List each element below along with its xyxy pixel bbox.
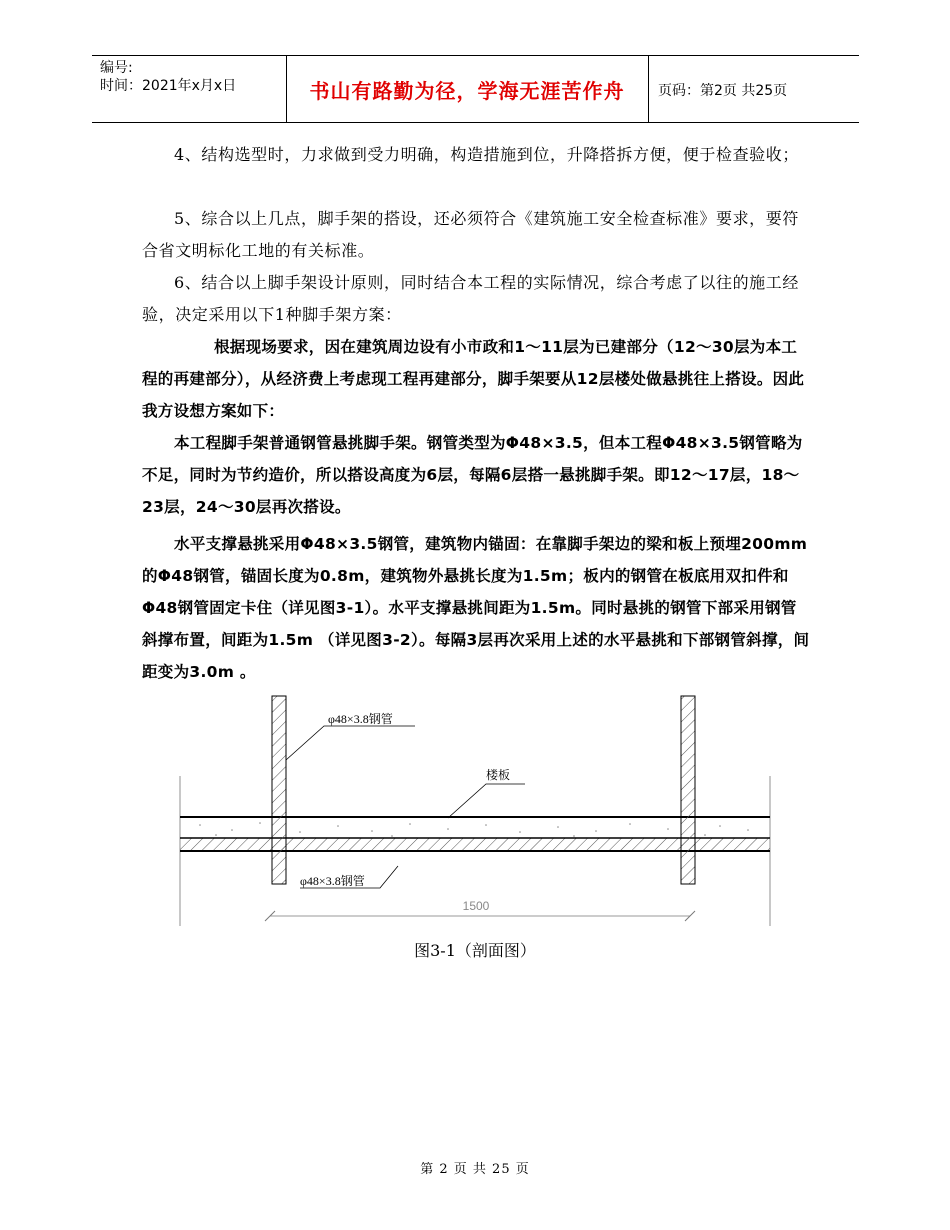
label-pipe-top: φ48×3.8钢管: [328, 712, 393, 726]
figure-caption: 图3-1（剖面图）: [414, 941, 536, 960]
document-number-label: 编号:: [100, 60, 133, 76]
header-page-info: 页码：第2页 共25页: [658, 83, 788, 99]
label-slab: 楼板: [486, 768, 511, 782]
left-steel-pipe: [272, 696, 286, 884]
header-divider: [648, 56, 649, 122]
paragraph-5: 5、综合以上几点，脚手架的搭设，还必须符合《建筑施工安全检查标准》要求，要符合省文明标化工地的有关标准。: [142, 209, 799, 260]
paragraph-horizontal-support: 水平支撑悬挑采用Φ48×3.5钢管，建筑物内锚固：在靠脚手架边的梁和板上预埋200mm的Φ48钢管，锚固长度为0.8m，建筑物外悬挑长度为1.5m；板内的钢管在板底用双扣件和Φ48钢管固定卡住（详见图3-1）。水平支撑悬挑间距为1.5m。同时悬挑的钢管下部采用钢管斜撑布置，间距为1.5m （详见图3-2）。每隔3层再次采用上述的水平悬挑和下部钢管斜撑，间距变为3.0m 。: [142, 535, 810, 681]
header-motto: 书山有路勤为径，学海无涯苦作舟: [309, 78, 625, 103]
page-header: [92, 55, 859, 123]
paragraph-site-requirement: 根据现场要求，因在建筑周边设有小市政和1～11层为已建部分（12～30层为本工程的再建部分），从经济费上考虑现工程再建部分，脚手架要从12层楼处做悬挑往上搭设。因此我方设想方案如下：: [142, 338, 805, 420]
header-meta: [100, 59, 236, 95]
page-footer: 第 2 页 共 25 页: [420, 1162, 530, 1177]
paragraph-4: 4、结构选型时，力求做到受力明确，构造措施到位，升降搭拆方便，便于检查验收；: [174, 145, 799, 164]
label-pipe-bottom: φ48×3.8钢管: [300, 874, 365, 888]
figure-section-drawing: [0, 690, 950, 970]
document-time: 时间：2021年x月x日: [100, 78, 237, 94]
dimension-value: 1500: [462, 899, 490, 913]
leader-pipe-top: [286, 726, 415, 760]
section-drawing: [0, 690, 950, 930]
right-steel-pipe: [681, 696, 695, 884]
leader-slab: [448, 784, 525, 818]
header-divider: [286, 56, 287, 122]
paragraph-scaffold-type: 本工程脚手架普通钢管悬挑脚手架。钢管类型为Φ48×3.5，但本工程Φ48×3.5钢管略为不足，同时为节约造价，所以搭设高度为6层，每隔6层搭一悬挑脚手架。即12～17层，18～23层，24～30层再次搭设。: [142, 434, 803, 516]
paragraph-6: 6、结合以上脚手架设计原则，同时结合本工程的实际情况，综合考虑了以往的施工经验，决定采用以下1种脚手架方案：: [142, 273, 799, 324]
